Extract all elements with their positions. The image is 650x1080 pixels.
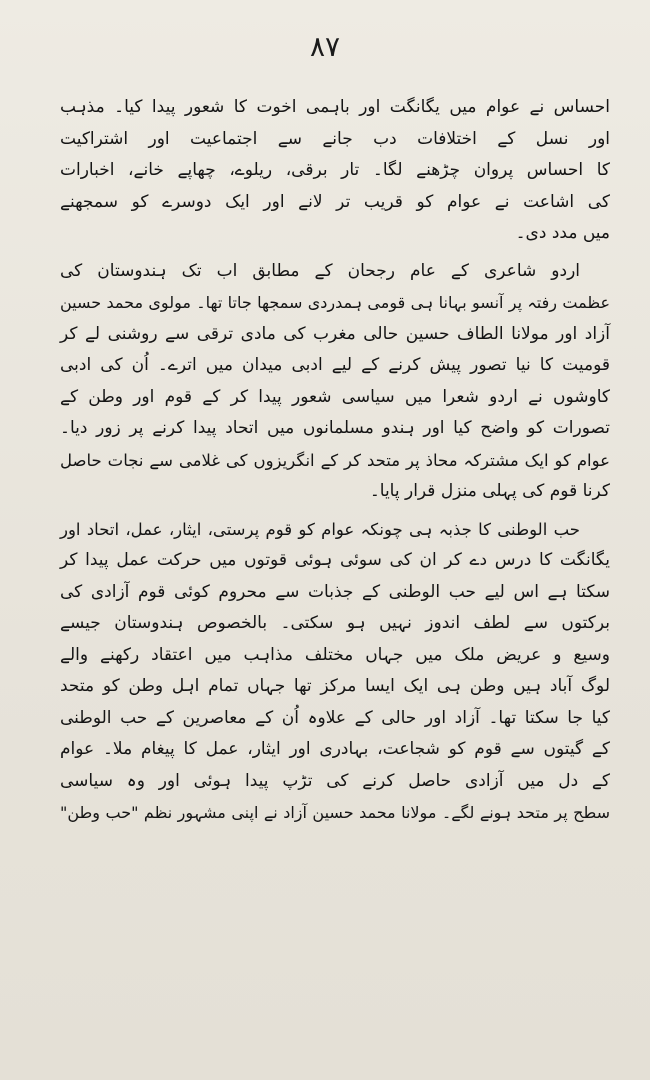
text-line: اور نسل کے اختلافات دب جانے سے اجتماعیت اور اشتراکیت	[60, 128, 610, 149]
text-line: کیا جا سکتا تھا۔ آزاد اور حالی کے علاوہ اُن کے معاصرین کے حب الوطنی	[60, 707, 610, 728]
paragraph-3	[60, 514, 610, 829]
text-line: سکتا ہے اس لیے حب الوطنی کے جذبات سے محروم کوئی قوم آزادی کی	[60, 581, 610, 602]
paragraph-2	[60, 256, 610, 508]
text-line: عوام کو ایک مشترکہ محاذ پر متحد کر کے انگریزوں کی غلامی سے نجات حاصل	[60, 450, 610, 470]
text-line: سطح پر متحد ہونے لگے۔ مولانا محمد حسین آزاد نے اپنی مشہور نظم "حب وطن"	[60, 803, 610, 822]
text-line: لوگ آباد ہیں وطن ہی ایک ایسا مرکز تھا جہاں تمام اہل وطن کو متحد	[60, 676, 610, 696]
text-line: قومیت کا نیا تصور پیش کرنے کے لیے ادبی میدان میں اترے۔ اُن کی ادبی	[60, 355, 610, 375]
text-line: احساس نے عوام میں یگانگت اور باہمی اخوت کا شعور پیدا کیا۔ مذہب	[60, 97, 610, 117]
page-number: ۸۷	[309, 30, 341, 63]
text-line: وسیع و عریض ملک میں جہاں مختلف مذاہب میں اعتقاد رکھنے والے	[60, 644, 610, 665]
text-line: کے دل میں آزادی حاصل کرنے کی تڑپ پیدا ہوئی اور وہ سیاسی	[60, 770, 610, 791]
text-line: اردو شاعری کے عام رجحان کے مطابق اب تک ہندوستان کی	[60, 260, 580, 281]
text-line: حب الوطنی کا جذبہ ہی چونکہ عوام کو قوم پرستی، ایثار، عمل، اتحاد اور	[60, 519, 580, 539]
text-line: برکتوں سے لطف اندوز نہیں ہو سکتی۔ بالخصوص ہندوستان جیسے	[60, 613, 610, 633]
text-line: کرنا قوم کی پہلی منزل قرار پایا۔	[369, 481, 610, 501]
text-line: یگانگت کا درس دے کر ان کی سوئی ہوئی قوتوں میں حرکت عمل پیدا کر	[60, 550, 610, 570]
text-line: کاوشوں نے اردو شعرا میں سیاسی شعور پیدا کر کے قوم اور وطن کے	[60, 386, 610, 407]
text-line: عظمت رفتہ پر آنسو بہانا ہی قومی ہمدردی سمجھا جاتا تھا۔ مولوی محمد حسین	[60, 293, 610, 312]
text-line: تصورات کو واضح کیا اور ہندو مسلمانوں میں اتحاد پیدا کرنے پر زور دیا۔	[60, 418, 610, 438]
text-line: میں مدد دی۔	[515, 223, 610, 243]
body-text	[60, 92, 610, 829]
text-line: کی اشاعت نے عوام کو قریب تر لانے اور ایک دوسرے کو سمجھنے	[60, 191, 610, 212]
text-line: کا احساس پروان چڑھنے لگا۔ تار برقی، ریلوے، چھاپے خانے، اخبارات	[60, 160, 610, 180]
text-line: آزاد اور مولانا الطاف حسین حالی مغرب کی مادی ترقی سے روشنی لے کر	[60, 323, 610, 344]
paragraph-1	[60, 92, 610, 250]
text-line: کے گیتوں سے قوم کو شجاعت، بہادری اور ایثار، عمل کا پیغام ملا۔ عوام	[60, 739, 610, 759]
